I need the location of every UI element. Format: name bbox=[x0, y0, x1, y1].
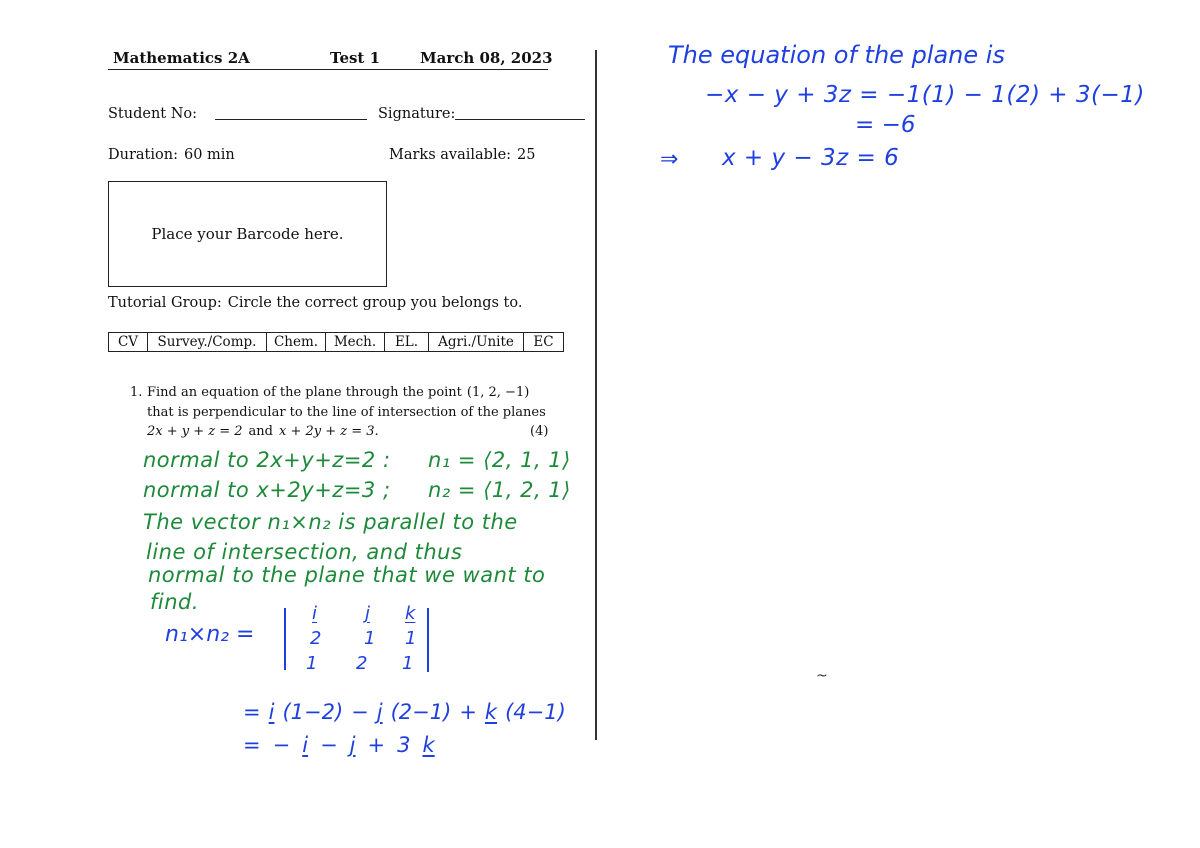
group-cell: Survey./Comp. bbox=[148, 333, 267, 351]
matrix-entry: k bbox=[405, 603, 416, 624]
expansion-term: = bbox=[243, 700, 261, 724]
header-rule bbox=[108, 69, 548, 70]
tutorial-group-table bbox=[108, 332, 564, 352]
explanation-line: line of intersection, and thus bbox=[146, 540, 463, 564]
result-term: j bbox=[349, 733, 356, 757]
normal-2-vector: n₂ = ⟨1, 2, 1⟩ bbox=[428, 478, 571, 502]
plane-equation-step: = −6 bbox=[855, 112, 916, 138]
matrix-entry: 2 bbox=[356, 653, 368, 674]
expansion-term: (2−1) bbox=[390, 700, 452, 724]
result-term: k bbox=[422, 733, 435, 757]
matrix-entry: 1 bbox=[402, 653, 414, 674]
marks-label: Marks available: bbox=[389, 147, 512, 163]
cross-product-lhs: n₁×n₂ = bbox=[165, 622, 255, 647]
signature-blank bbox=[455, 119, 585, 120]
expansion-term: + bbox=[459, 700, 477, 724]
question-number: 1. bbox=[130, 385, 143, 400]
test-date: March 08, 2023 bbox=[420, 49, 553, 67]
result-term: + bbox=[367, 733, 386, 757]
marks-value: 25 bbox=[517, 147, 536, 163]
matrix-entry: 1 bbox=[364, 628, 376, 649]
plane-equation-answer: x + y − 3z = 6 bbox=[722, 145, 900, 171]
explanation-line: find. bbox=[150, 590, 200, 614]
group-cell: Mech. bbox=[326, 333, 385, 351]
cross-product-result bbox=[243, 731, 435, 759]
determinant-left-bar bbox=[284, 608, 286, 670]
question-line-2: that is perpendicular to the line of intersection of the planes bbox=[147, 405, 546, 420]
normal-2-text: normal to x+2y+z=3 ; bbox=[143, 478, 391, 502]
student-no-label: Student No: bbox=[108, 106, 198, 122]
plane-equation-step: −x − y + 3z = −1(1) − 1(2) + 3(−1) bbox=[705, 82, 1145, 108]
plane-equation-intro: The equation of the plane is bbox=[668, 41, 1005, 69]
plane-equation-2: x + 2y + z = 3. bbox=[279, 424, 379, 439]
expansion-term: − bbox=[351, 700, 369, 724]
group-cell: Chem. bbox=[267, 333, 326, 351]
signature-label: Signature: bbox=[378, 106, 456, 122]
result-term: − bbox=[320, 733, 338, 757]
tutorial-group-instruction bbox=[108, 294, 522, 312]
page-divider bbox=[595, 50, 597, 740]
implies-arrow-icon: ⇒ bbox=[660, 147, 679, 172]
question-text: Find an equation of the plane through the point bbox=[147, 385, 462, 400]
tutorial-label: Tutorial Group: bbox=[108, 295, 222, 311]
determinant-right-bar bbox=[427, 608, 429, 672]
question-conjunction: and bbox=[248, 424, 273, 439]
result-term: = bbox=[243, 733, 261, 757]
expansion-term: (1−2) bbox=[282, 700, 344, 724]
duration-value: 60 min bbox=[183, 147, 235, 163]
normal-1-vector: n₁ = ⟨2, 1, 1⟩ bbox=[428, 448, 571, 472]
plane-equation-1: 2x + y + z = 2 bbox=[147, 424, 243, 439]
stray-pen-mark: ~ bbox=[816, 668, 828, 684]
matrix-entry: 2 bbox=[310, 628, 322, 649]
expansion-term: i bbox=[268, 700, 275, 724]
question-point: (1, 2, −1) bbox=[466, 385, 530, 400]
group-cell: EC bbox=[533, 334, 554, 350]
matrix-entry: 1 bbox=[405, 628, 417, 649]
result-term: i bbox=[302, 733, 309, 757]
group-cell: Agri./Unite bbox=[429, 333, 524, 351]
duration bbox=[108, 146, 235, 164]
explanation-line: The vector n₁×n₂ is parallel to the bbox=[143, 510, 518, 534]
duration-label: Duration: bbox=[108, 147, 178, 163]
group-cell: CV bbox=[109, 333, 148, 351]
tutorial-instruction: Circle the correct group you belongs to. bbox=[227, 295, 523, 311]
explanation-line: normal to the plane that we want to bbox=[148, 563, 546, 587]
question-line-3 bbox=[147, 423, 379, 441]
group-cell: EL. bbox=[385, 333, 429, 351]
matrix-entry: 1 bbox=[306, 653, 318, 674]
question-line-1 bbox=[147, 384, 529, 402]
expansion-term: j bbox=[376, 700, 383, 724]
question-marks: (4) bbox=[530, 424, 549, 439]
cross-product-expansion bbox=[243, 698, 566, 726]
marks-available bbox=[389, 146, 536, 164]
student-no-blank bbox=[215, 119, 367, 120]
result-term: 3 bbox=[397, 733, 411, 757]
expansion-term: (4−1) bbox=[505, 700, 566, 724]
matrix-entry: i bbox=[312, 603, 318, 624]
normal-1-text: normal to 2x+y+z=2 : bbox=[143, 448, 391, 472]
result-term: − bbox=[272, 733, 291, 757]
barcode-box bbox=[108, 181, 387, 287]
matrix-entry: j bbox=[365, 603, 371, 624]
expansion-term: k bbox=[484, 700, 498, 724]
barcode-instruction: Place your Barcode here. bbox=[151, 225, 344, 243]
test-name: Test 1 bbox=[330, 49, 381, 67]
course-title: Mathematics 2A bbox=[113, 49, 250, 67]
